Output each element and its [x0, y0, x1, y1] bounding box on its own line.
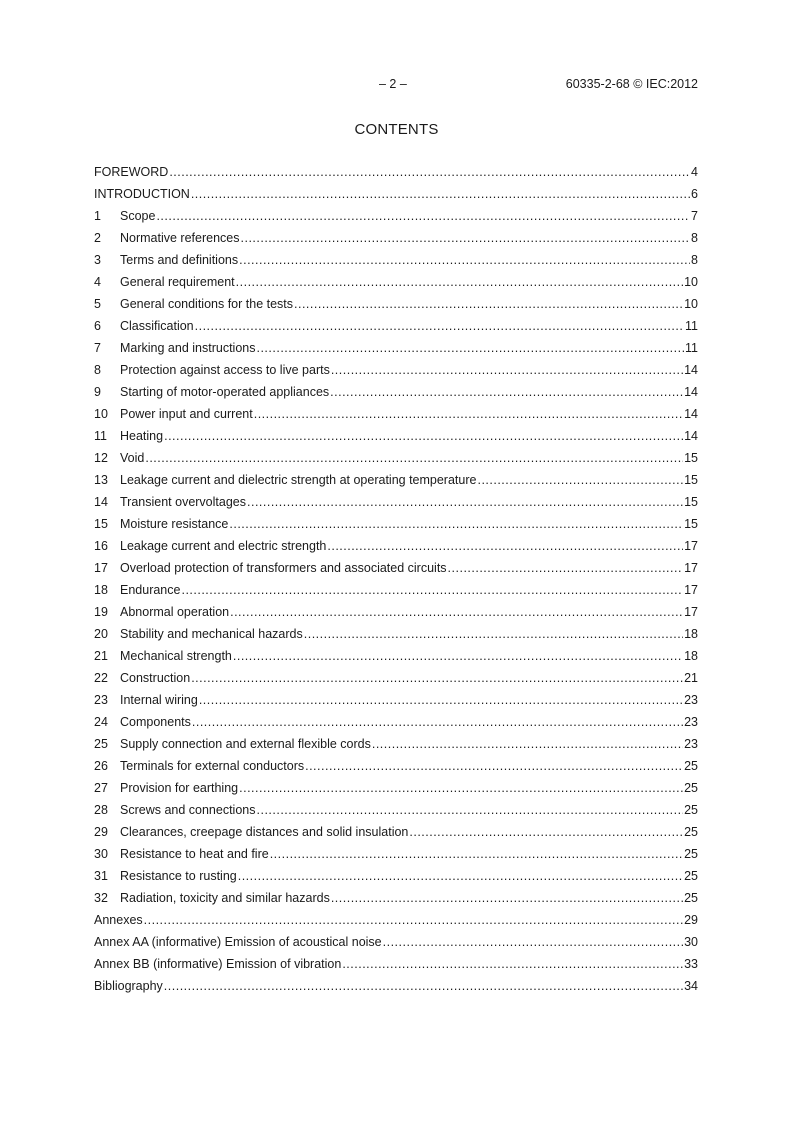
toc-entry-number: 30	[94, 847, 108, 861]
toc-entry-page: 25	[684, 891, 698, 905]
toc-entry[interactable]	[94, 912, 698, 934]
toc-entry[interactable]	[94, 472, 698, 494]
toc-entry-label: Provision for earthing	[120, 781, 239, 795]
dot-leader	[191, 670, 683, 686]
toc-entry-number: 6	[94, 319, 101, 333]
toc-entry-page: 11	[685, 341, 698, 355]
toc-entry-page: 15	[684, 517, 698, 531]
dot-leader	[409, 824, 683, 840]
toc-entry[interactable]	[94, 516, 698, 538]
toc-entry-number: 21	[94, 649, 108, 663]
toc-entry-label: Components	[120, 715, 191, 729]
dot-leader	[156, 208, 690, 224]
toc-entry-number: 2	[94, 231, 101, 245]
dot-leader	[239, 780, 683, 796]
toc-entry[interactable]	[94, 362, 698, 384]
toc-entry-page: 23	[684, 737, 698, 751]
toc-entry[interactable]	[94, 208, 698, 230]
dot-leader	[181, 582, 683, 598]
toc-entry-label: Leakage current and dielectric strength at operating temperature	[120, 473, 477, 487]
toc-entry-page: 8	[691, 253, 698, 267]
toc-entry-label: Clearances, creepage distances and solid insulation	[120, 825, 409, 839]
toc-entry[interactable]	[94, 318, 698, 340]
toc-entry-label: Abnormal operation	[120, 605, 230, 619]
toc-entry-page: 15	[684, 451, 698, 465]
toc-entry-number: 32	[94, 891, 108, 905]
toc-entry[interactable]	[94, 384, 698, 406]
toc-entry-number: 5	[94, 297, 101, 311]
dot-leader	[239, 252, 690, 268]
toc-entry[interactable]	[94, 758, 698, 780]
toc-entry-number: 9	[94, 385, 101, 399]
toc-entry[interactable]	[94, 714, 698, 736]
toc-entry-number: 1	[94, 209, 101, 223]
toc-entry[interactable]	[94, 670, 698, 692]
toc-entry-number: 4	[94, 275, 101, 289]
contents-title: CONTENTS	[354, 121, 439, 138]
dot-leader	[238, 868, 683, 884]
toc-entry-page: 14	[684, 385, 698, 399]
toc-entry-label: Resistance to heat and fire	[120, 847, 269, 861]
document-reference: 60335-2-68 © IEC:2012	[565, 77, 698, 91]
dot-leader	[145, 450, 683, 466]
toc-entry-label: Leakage current and electric strength	[120, 539, 327, 553]
toc-entry[interactable]	[94, 626, 698, 648]
dot-leader	[257, 802, 684, 818]
toc-entry-label: Scope	[120, 209, 156, 223]
toc-entry-number: 22	[94, 671, 108, 685]
toc-entry-number: 3	[94, 253, 101, 267]
toc-entry-page: 25	[684, 869, 698, 883]
toc-entry-label: Overload protection of transformers and associated circuits	[120, 561, 447, 575]
toc-entry-page: 15	[684, 495, 698, 509]
toc-entry[interactable]	[94, 252, 698, 274]
toc-entry-page: 25	[684, 781, 698, 795]
toc-entry-label: Transient overvoltages	[120, 495, 246, 509]
toc-entry-page: 11	[685, 319, 698, 333]
toc-entry-page: 25	[684, 759, 698, 773]
toc-entry-page: 14	[684, 429, 698, 443]
toc-entry[interactable]	[94, 978, 698, 1000]
dot-leader	[199, 692, 683, 708]
dot-leader	[191, 186, 690, 202]
table-of-contents	[94, 164, 698, 1000]
toc-entry[interactable]	[94, 868, 698, 890]
toc-entry-label: Terminals for external conductors	[120, 759, 305, 773]
toc-entry-page: 18	[684, 649, 698, 663]
toc-entry-label: Mechanical strength	[120, 649, 232, 663]
dot-leader	[305, 758, 683, 774]
dot-leader	[270, 846, 683, 862]
toc-entry[interactable]	[94, 450, 698, 472]
toc-entry-label: Starting of motor-operated appliances	[120, 385, 330, 399]
toc-entry-page: 8	[691, 231, 698, 245]
dot-leader	[164, 978, 683, 994]
toc-entry[interactable]	[94, 824, 698, 846]
toc-entry-page: 33	[684, 957, 698, 971]
toc-entry-label: Normative references	[120, 231, 240, 245]
dot-leader	[192, 714, 683, 730]
dot-leader	[331, 890, 683, 906]
toc-entry-number: 25	[94, 737, 108, 751]
toc-entry-page: 17	[684, 605, 698, 619]
dot-leader	[342, 956, 683, 972]
toc-entry-label: Annex AA (informative) Emission of acoustical noise	[94, 935, 382, 949]
dot-leader	[195, 318, 684, 334]
toc-entry-page: 14	[684, 407, 698, 421]
dot-leader	[294, 296, 683, 312]
toc-entry[interactable]	[94, 538, 698, 560]
toc-entry-number: 29	[94, 825, 108, 839]
toc-entry-number: 13	[94, 473, 108, 487]
toc-entry-label: Bibliography	[94, 979, 163, 993]
toc-entry-page: 23	[684, 715, 698, 729]
toc-entry-page: 4	[691, 165, 698, 179]
dot-leader	[477, 472, 683, 488]
toc-entry-page: 7	[691, 209, 698, 223]
toc-entry-number: 10	[94, 407, 108, 421]
toc-entry-number: 14	[94, 495, 108, 509]
toc-entry-label: Radiation, toxicity and similar hazards	[120, 891, 330, 905]
toc-entry[interactable]	[94, 956, 698, 978]
toc-entry-label: FOREWORD	[94, 165, 169, 179]
toc-entry-page: 34	[684, 979, 698, 993]
toc-entry-label: INTRODUCTION	[94, 187, 190, 201]
toc-entry[interactable]	[94, 296, 698, 318]
toc-entry-number: 19	[94, 605, 108, 619]
toc-entry-label: Heating	[120, 429, 164, 443]
toc-entry-label: Annexes	[94, 913, 143, 927]
toc-entry-number: 11	[94, 429, 107, 443]
toc-entry[interactable]	[94, 274, 698, 296]
toc-entry[interactable]	[94, 582, 698, 604]
toc-entry-number: 12	[94, 451, 108, 465]
toc-entry-page: 17	[684, 583, 698, 597]
toc-entry[interactable]	[94, 648, 698, 670]
toc-entry-page: 30	[684, 935, 698, 949]
toc-entry[interactable]	[94, 890, 698, 912]
toc-entry-page: 29	[684, 913, 698, 927]
toc-entry-label: Resistance to rusting	[120, 869, 237, 883]
dot-leader	[247, 494, 683, 510]
toc-entry-page: 25	[684, 803, 698, 817]
toc-entry-label: Supply connection and external flexible cords	[120, 737, 371, 751]
toc-entry-page: 6	[691, 187, 698, 201]
toc-entry[interactable]	[94, 846, 698, 868]
toc-entry-label: Power input and current	[120, 407, 253, 421]
page-number: – 2 –	[379, 77, 407, 91]
toc-entry-number: 24	[94, 715, 108, 729]
dot-leader	[164, 428, 683, 444]
toc-entry-page: 14	[684, 363, 698, 377]
dot-leader	[383, 934, 683, 950]
toc-entry[interactable]	[94, 780, 698, 802]
toc-entry-page: 17	[684, 539, 698, 553]
toc-entry-number: 26	[94, 759, 108, 773]
toc-entry[interactable]	[94, 802, 698, 824]
toc-entry-label: Marking and instructions	[120, 341, 256, 355]
dot-leader	[169, 164, 690, 180]
toc-entry-label: Construction	[120, 671, 191, 685]
toc-entry-number: 20	[94, 627, 108, 641]
dot-leader	[372, 736, 683, 752]
toc-entry[interactable]	[94, 736, 698, 758]
toc-entry-label: Protection against access to live parts	[120, 363, 330, 377]
dot-leader	[229, 516, 683, 532]
toc-entry-number: 27	[94, 781, 108, 795]
toc-entry-number: 15	[94, 517, 108, 531]
toc-entry[interactable]	[94, 406, 698, 428]
toc-entry[interactable]	[94, 604, 698, 626]
toc-entry[interactable]	[94, 934, 698, 956]
toc-entry-number: 31	[94, 869, 108, 883]
toc-entry-label: General requirement	[120, 275, 235, 289]
toc-entry[interactable]	[94, 340, 698, 362]
toc-entry-label: Void	[120, 451, 145, 465]
toc-entry-label: Terms and definitions	[120, 253, 239, 267]
toc-entry[interactable]	[94, 164, 698, 186]
dot-leader	[331, 362, 683, 378]
toc-entry-label: General conditions for the tests	[120, 297, 294, 311]
toc-entry-page: 25	[684, 847, 698, 861]
dot-leader	[448, 560, 684, 576]
toc-entry[interactable]	[94, 186, 698, 208]
dot-leader	[230, 604, 683, 620]
toc-entry-number: 23	[94, 693, 108, 707]
toc-entry-number: 17	[94, 561, 108, 575]
dot-leader	[241, 230, 691, 246]
toc-entry-label: Screws and connections	[120, 803, 256, 817]
toc-entry-number: 28	[94, 803, 108, 817]
toc-entry-number: 7	[94, 341, 101, 355]
toc-entry-page: 10	[684, 275, 698, 289]
toc-entry-number: 18	[94, 583, 108, 597]
toc-entry-label: Classification	[120, 319, 194, 333]
toc-entry-page: 17	[684, 561, 698, 575]
toc-entry-page: 23	[684, 693, 698, 707]
toc-entry-label: Annex BB (informative) Emission of vibration	[94, 957, 342, 971]
toc-entry-page: 15	[684, 473, 698, 487]
toc-entry-label: Internal wiring	[120, 693, 198, 707]
toc-entry-page: 18	[684, 627, 698, 641]
dot-leader	[144, 912, 683, 928]
dot-leader	[327, 538, 683, 554]
toc-entry[interactable]	[94, 560, 698, 582]
toc-entry[interactable]	[94, 428, 698, 450]
dot-leader	[330, 384, 683, 400]
page-header	[0, 77, 793, 93]
toc-entry[interactable]	[94, 494, 698, 516]
toc-entry[interactable]	[94, 692, 698, 714]
dot-leader	[256, 340, 684, 356]
toc-entry-page: 10	[684, 297, 698, 311]
toc-entry-page: 21	[684, 671, 698, 685]
toc-entry-number: 16	[94, 539, 108, 553]
dot-leader	[304, 626, 683, 642]
toc-entry-number: 8	[94, 363, 101, 377]
toc-entry-page: 25	[684, 825, 698, 839]
toc-entry-label: Stability and mechanical hazards	[120, 627, 303, 641]
toc-entry-label: Endurance	[120, 583, 181, 597]
toc-entry[interactable]	[94, 230, 698, 252]
dot-leader	[236, 274, 683, 290]
toc-entry-label: Moisture resistance	[120, 517, 229, 531]
dot-leader	[254, 406, 683, 422]
dot-leader	[233, 648, 683, 664]
